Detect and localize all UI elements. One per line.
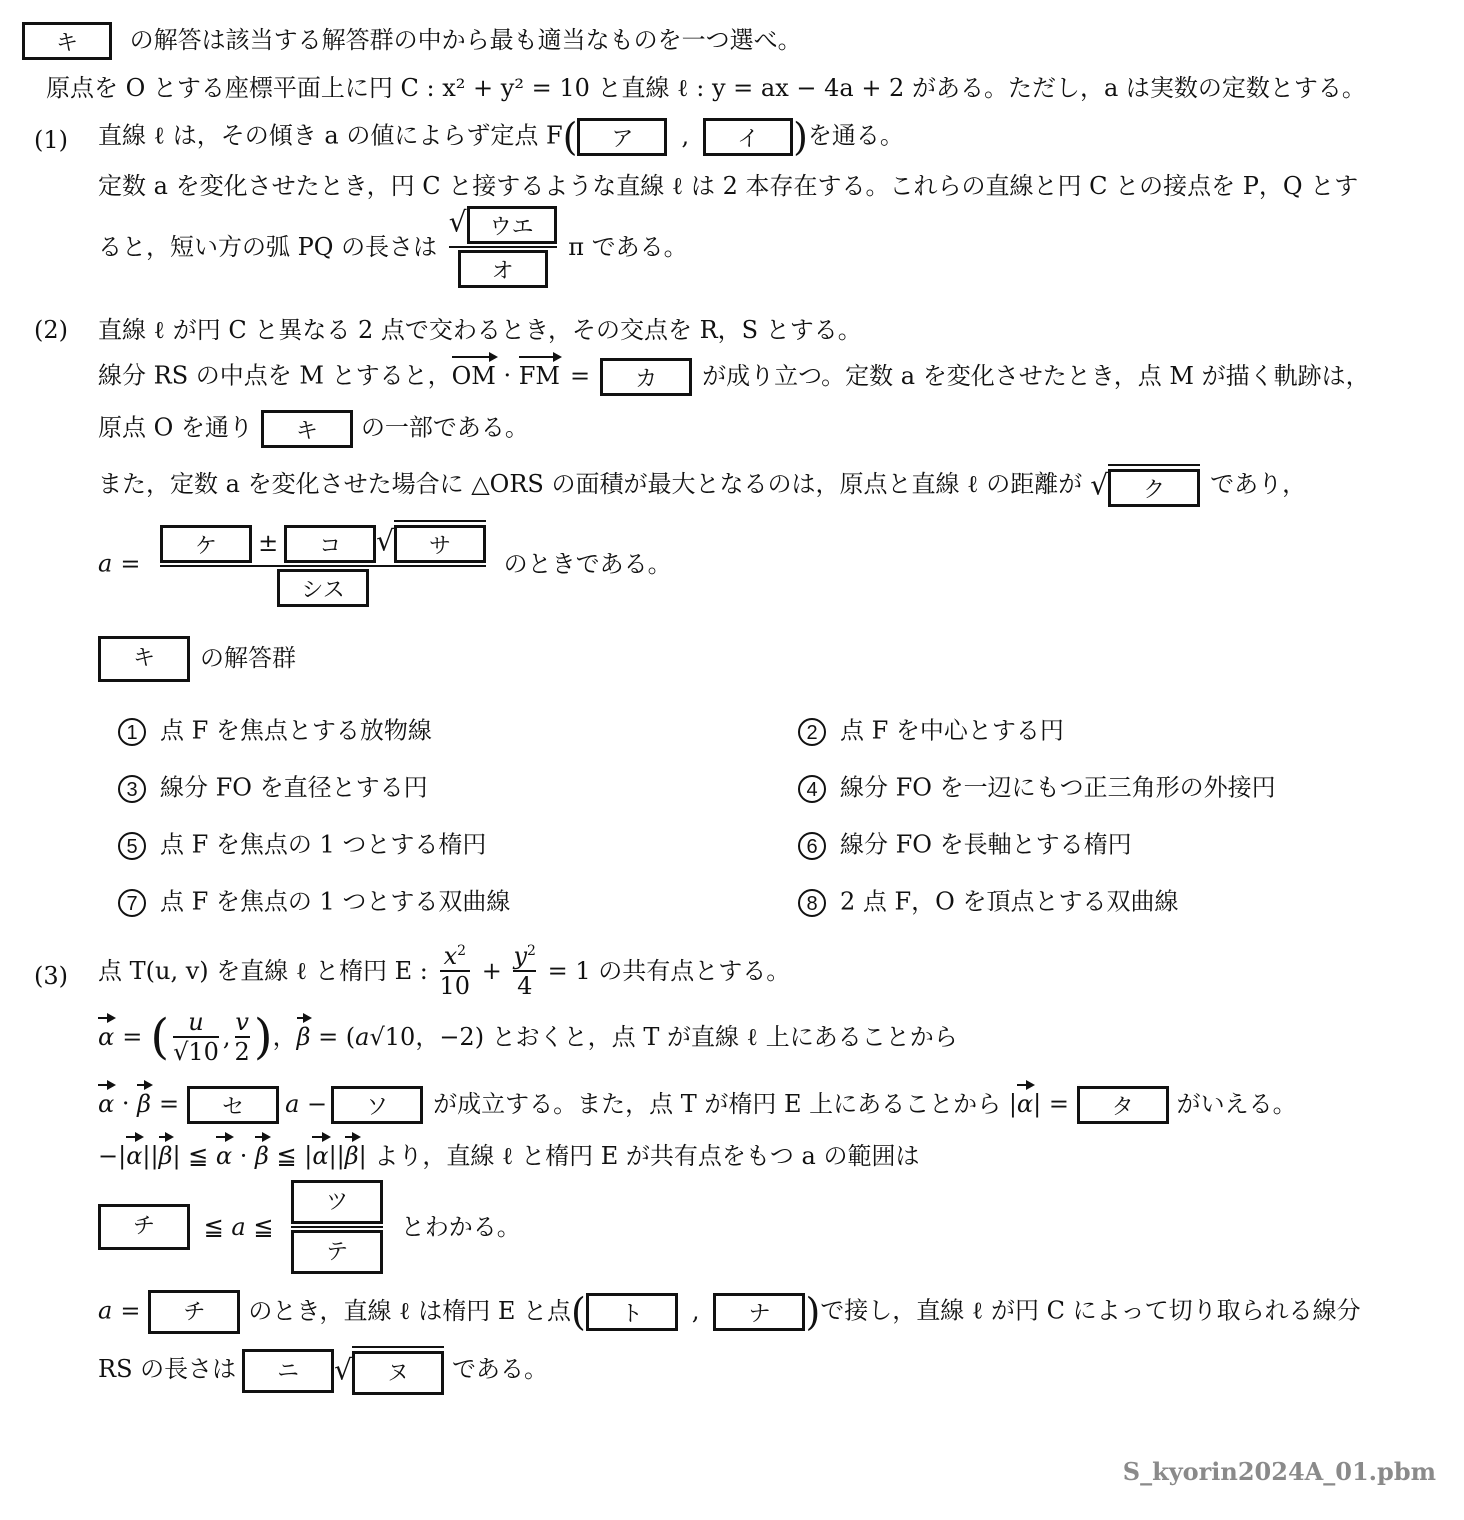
part2-a-expression: a = $\frac{\text{ケ ± コ √ サ}}{\text{シス}}$ のときである。 (98, 520, 672, 607)
answer-box-ni: ニ (242, 1349, 334, 1393)
answer-box-ko: コ (284, 525, 376, 563)
answer-box-ku: ク (1108, 469, 1200, 507)
choice-8: 8 2 点 F，O を頂点とする双曲線 (798, 889, 1178, 917)
answer-box-ke: ケ (160, 525, 252, 563)
part2-text1: 直線 ℓ が円 C と異なる 2 点で交わるとき，その交点を R，S とする。 (98, 316, 862, 344)
a-fraction: $\frac{\text{ケ ± コ √ サ}}{\text{シス}}$ (160, 520, 486, 607)
part1-line3 (98, 206, 688, 288)
part3-line2: α = ( $\frac{u}{√10}$ , $\frac{v}{2}$ )，β = (a√10，−2) とおくと，点 T が直線 ℓ 上にあることから (98, 1008, 958, 1066)
part2-line2: 線分 RS の中点を M とすると，OM · FM = カ が成り立つ。定数 a を変化させたとき，点 M が描く軌跡は， (98, 358, 1370, 396)
part3-text4: より，直線 ℓ と楕円 E が共有点をもつ a の範囲は (374, 1142, 920, 1170)
answer-box-chi: チ (98, 1204, 190, 1250)
part1-number: (1) (34, 126, 68, 154)
part3-line6: a = チ のとき，直線 ℓ は楕円 E と点( ト , ナ )で接し，直線 ℓ が円 C によって切り取られる線分 (98, 1290, 1361, 1334)
part1-text2: 定数 a を変化させたとき，円 C と接するような直線 ℓ は 2 本存在する。これらの直線と円 C との接点を P，Q とす (98, 172, 1359, 200)
answer-box-se: セ (187, 1086, 279, 1124)
part2-line3 (98, 410, 529, 448)
part1-text3-end: π である。 (568, 233, 688, 261)
part1-text1: 直線 ℓ は，その傾き a の値によらず定点 F (98, 121, 563, 150)
answer-box-ki: キ (22, 22, 112, 60)
part1-text3: ると，短い方の弧 PQ の長さは (98, 233, 438, 261)
part3-text2b: とおくと，点 T が直線 ℓ 上にあることから (491, 1023, 958, 1051)
part3-text5b: とわかる。 (400, 1213, 521, 1241)
answer-box-to: ト (586, 1293, 678, 1331)
part3-text7a: RS の長さは (98, 1355, 237, 1383)
range-fraction (291, 1180, 383, 1274)
part2-number: (2) (34, 316, 68, 344)
part3-text1b: = 1 の共有点とする。 (547, 957, 791, 985)
answer-box-ue: ウエ (467, 206, 557, 244)
answer-box-sa: サ (394, 525, 486, 563)
part2-line4: また，定数 a を変化させた場合に △ORS の面積が最大となるのは，原点と直線 ℓ の距離が √ ク であり， (98, 464, 1306, 507)
part3-line7: RS の長さは ニ √ ヌ である。 (98, 1346, 548, 1395)
part3-text6a: のとき，直線 ℓ は楕円 E と点 (248, 1296, 571, 1325)
part1-line1: 直線 ℓ は，その傾き a の値によらず定点 F( ア , イ )を通る。 (98, 115, 904, 159)
choice-3: 3 線分 FO を直径とする円 (118, 775, 428, 803)
answer-box-te: テ (291, 1230, 383, 1274)
vector-om: OM (451, 361, 496, 390)
part2-text5b: のときである。 (503, 549, 672, 578)
answer-box-shisu: シス (277, 569, 369, 607)
choice-1: 1 点 F を焦点とする放物線 (118, 718, 432, 746)
answer-group-label: の解答群 (200, 643, 296, 672)
answer-box-o: オ (458, 250, 548, 288)
part2-text4a: また，定数 a を変化させた場合に △ORS の面積が最大となるのは，原点と直線 ℓ の距離が (98, 470, 1083, 498)
arc-length-fraction: $\frac{\text{√ ウエ}}{\text{オ}}$ (449, 206, 557, 288)
part3-number: (3) (34, 962, 68, 990)
part2-text3a: 原点 O を通り (98, 413, 253, 442)
answer-box-ka: カ (600, 358, 692, 396)
part2-text4b: であり， (1210, 470, 1307, 498)
choice-5: 5 点 F を焦点の 1 つとする楕円 (118, 832, 486, 860)
choice-7: 7 点 F を焦点の 1 つとする双曲線 (118, 889, 510, 917)
instruction-text: の解答は該当する解答群の中から最も適当なものを一つ選べ。 (129, 25, 802, 54)
answer-box-nu: ヌ (352, 1351, 444, 1395)
answer-box-so: ソ (331, 1086, 423, 1124)
vector-fm: FM (518, 361, 560, 390)
choice-4: 4 線分 FO を一辺にもつ正三角形の外接円 (798, 775, 1276, 803)
choice-6: 6 線分 FO を長軸とする楕円 (798, 832, 1132, 860)
answer-box-tsu: ツ (291, 1180, 383, 1224)
part3-text1a: 点 T(u, v) を直線 ℓ と楕円 E : (98, 957, 428, 985)
part3-line3: α · β = セ a − ソ が成立する。また，点 T が楕円 E 上にあることから |α| = タ がいえる。 (98, 1086, 1297, 1124)
part3-text6b: で接し，直線 ℓ が円 C によって切り取られる線分 (820, 1296, 1361, 1325)
part3-text3c: がいえる。 (1176, 1089, 1297, 1118)
answer-box-i: イ (703, 118, 793, 156)
file-label: S_kyorin2024A_01.pbm (1122, 1457, 1436, 1486)
header-line (22, 22, 802, 60)
answer-box-a: ア (577, 118, 667, 156)
choice-2: 2 点 F を中心とする円 (798, 718, 1064, 746)
answer-box-chi-2: チ (148, 1290, 240, 1334)
part3-text3b: が成立する。また，点 T が楕円 E 上にあることから (433, 1089, 1002, 1118)
part2-text2a: 線分 RS の中点を M とすると， (98, 361, 452, 390)
part3-line4: −|α||β| ≦ α · β ≦ |α||β| より，直線 ℓ と楕円 E が共有点をもつ a の範囲は (98, 1142, 920, 1170)
part1-text1-end: を通る。 (807, 121, 904, 150)
part2-text3b: の一部である。 (360, 413, 529, 442)
answer-box-ta: タ (1077, 1086, 1169, 1124)
part3-text7b: である。 (451, 1355, 548, 1383)
problem-stem: 原点を O とする座標平面上に円 C : x² + y² = 10 と直線 ℓ : y = ax − 4a + 2 がある。ただし，a は実数の定数とする。 (46, 74, 1366, 102)
answer-group-box: キ (98, 636, 190, 682)
answer-group-header (98, 636, 296, 682)
part2-text2b: が成り立つ。定数 a を変化させたとき，点 M が描く軌跡は， (702, 361, 1370, 390)
answer-box-ki-2: キ (261, 410, 353, 448)
part3-line1: 点 T(u, v) を直線 ℓ と楕円 E : $\frac{x^2}{10}$ + $\frac{y^2}{4}$ = 1 の共有点とする。 (98, 942, 791, 1000)
part3-line5: チ ≦ a ≦ $\frac{\text{ツ}}{\text{テ}}$ とわかる。 (98, 1180, 521, 1274)
answer-box-na: ナ (713, 1293, 805, 1331)
